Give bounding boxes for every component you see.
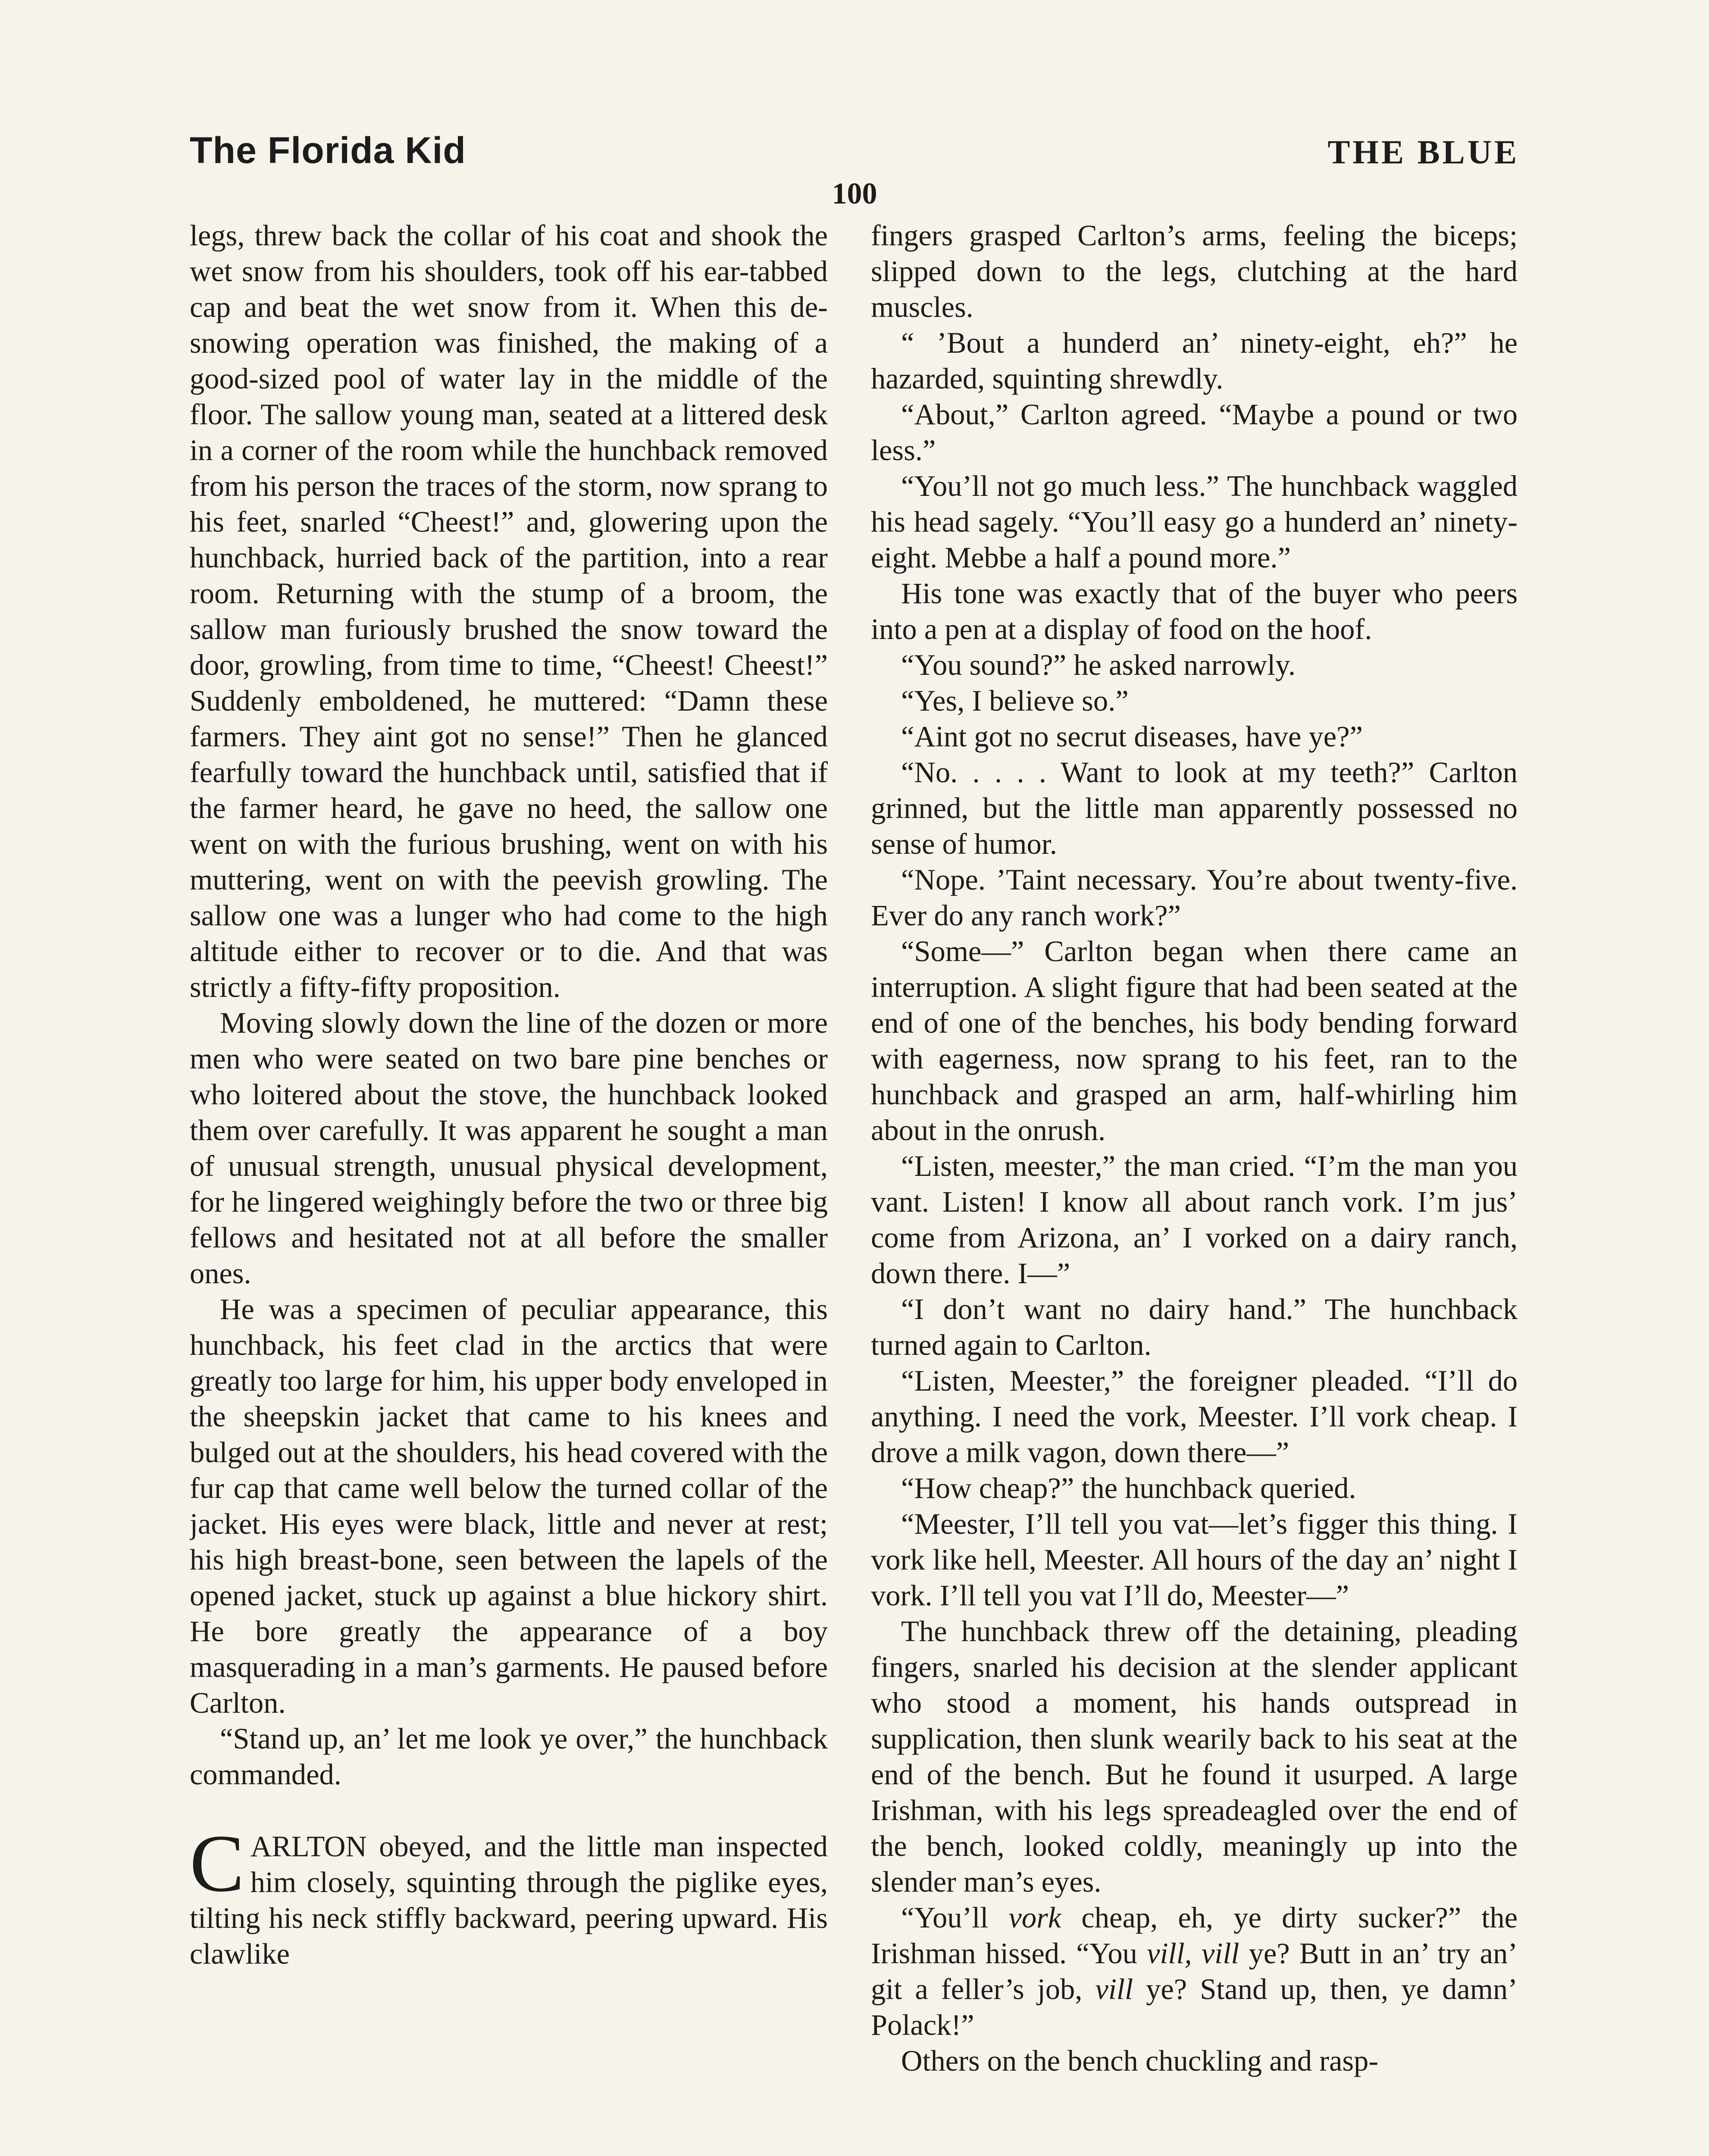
italic-text: vill <box>1095 1973 1133 2006</box>
text-run: “You’ll <box>901 1901 1009 1934</box>
text-run: ye? Butt in an’ try an’ git a feller’s job, <box>871 1937 1518 2006</box>
paragraph: “ ’Bout a hunderd an’ ninety-eight, eh?” he hazarded, squinting shrewdly. <box>871 326 1518 395</box>
story-title: The Florida Kid <box>190 130 466 171</box>
paragraph: “Listen, meester,” the man cried. “I’m the man you vant. Listen! I know all about ranch vork. I’m jus’ come from Arizona, an’ I vorked on a dairy ranch, down there. I—” <box>871 1150 1518 1290</box>
paragraph: “Listen, Meester,” the foreigner pleaded. “I’ll do anything. I need the vork, Meester. I’ll vork cheap. I drove a milk vagon, down there—” <box>871 1364 1518 1469</box>
running-header <box>190 129 1519 177</box>
paragraph: “How cheap?” the hunchback queried. <box>901 1472 1356 1504</box>
paragraph: Others on the bench chuckling and rasp- <box>901 2044 1379 2077</box>
paragraph: legs, threw back the collar of his coat and shook the wet snow from his shoulders, took off his ear-tabbed cap and beat the wet snow from it. When this de-snowing operation was finished, the making of a good-sized pool of water lay in the middle of the floor. The sallow young man, seated at a littered desk in a corner of the room while the hunchback removed from his person the traces of the storm, now sprang to his feet, snarled “Cheest!” and, glowering upon the hunchback, hurried back of the partition, into a rear room. Returning with the stump of a broom, the sallow man furiously brushed the snow toward the door, growling, from time to time, “Cheest! Cheest!” Suddenly emboldened, he muttered: “Damn these farmers. They aint got no sense!” Then he glanced fearfully toward the hunchback until, satisfied that if the farmer heard, he gave no heed, the sallow one went on with the furious brushing, went on with his muttering, went on with the peevish growling. The sallow one was a lunger who had come to the high altitude either to recover or to die. And that was strictly a fifty-fifty proposition. <box>190 219 828 1003</box>
paragraph: He was a specimen of peculiar appearance, this hunchback, his feet clad in the arctics that were greatly too large for him, his upper body enveloped in the sheepskin jacket that came to his knees and bulged out at the shoulders, his head covered with the fur cap that came well below the turned collar of the jacket. His eyes were black, little and never at rest; his high breast-bone, seen between the lapels of the opened jacket, stuck up against a blue hickory shirt. He bore greatly the appearance of a boy masquerading in a man’s garments. He paused before Carlton. <box>190 1293 828 1719</box>
paragraph: “Meester, I’ll tell you vat—let’s figger this thing. I vork like hell, Meester. All hours of the day an’ night I vork. I’ll tell you vat I’ll do, Meester—” <box>871 1507 1518 1612</box>
paragraph: fingers grasped Carlton’s arms, feeling the biceps; slipped down to the legs, clutching at the hard muscles. <box>871 219 1518 323</box>
paragraph: “Nope. ’Taint necessary. You’re about twenty-five. Ever do any ranch work?” <box>871 863 1518 932</box>
paragraph: “Stand up, an’ let me look ye over,” the hunchback commanded. <box>190 1722 828 1791</box>
right-column <box>871 218 1518 2156</box>
paragraph-text: ARLTON obeyed, and the little man inspected him closely, squinting through the piglike eyes, tilting his neck stiffly backward, peering upward. His clawlike <box>190 1830 828 1970</box>
paragraph: “No. . . . . Want to look at my teeth?” Carlton grinned, but the little man apparently possessed no sense of humor. <box>871 756 1518 860</box>
text-run: ye? Stand up, then, ye damn’ Polack!” <box>871 1973 1518 2041</box>
paragraph: “You sound?” he asked narrowly. <box>901 649 1296 681</box>
text-run: cheap, eh, ye dirty sucker?” the Irishman hissed. “You <box>871 1901 1518 1970</box>
italic-text: vill, vill <box>1147 1937 1239 1970</box>
paragraph: The hunchback threw off the detaining, pleading fingers, snarled his decision at the slender applicant who stood a moment, his hands outspread in supplication, then slunk wearily back to his seat at the end of the bench. But he found it usurped. A large Irishman, with his legs spreadeagled over the end of the bench, looked coldly, meaningly up into the slender man’s eyes. <box>871 1615 1518 1898</box>
italic-text: vork <box>1008 1901 1061 1934</box>
paragraph: “I don’t want no dairy hand.” The hunchback turned again to Carlton. <box>871 1293 1518 1361</box>
paragraph: “Yes, I believe so.” <box>901 684 1129 717</box>
paragraph: “Aint got no secrut diseases, have ye?” <box>901 720 1363 753</box>
paragraph: “You’ll not go much less.” The hunchback waggled his head sagely. “You’ll easy go a hunderd an’ ninety-eight. Mebbe a half a pound more.” <box>871 470 1518 574</box>
magazine-title: THE BLUE <box>1327 133 1519 171</box>
paragraph: Moving slowly down the line of the dozen or more men who were seated on two bare pine benches or who loitered about the stove, the hunchback looked them over carefully. It was apparent he sought a man of unusual strength, unusual physical development, for he lingered weighingly before the two or three big fellows and hesitated not at all before the smaller ones. <box>190 1006 828 1290</box>
paragraph: “About,” Carlton agreed. “Maybe a pound or two less.” <box>871 398 1518 467</box>
paragraph: His tone was exactly that of the buyer who peers into a pen at a display of food on the hoof. <box>871 577 1518 646</box>
left-column <box>190 218 828 2156</box>
section-start-paragraph <box>190 1818 828 1972</box>
drop-cap: C <box>190 1818 244 1909</box>
paragraph <box>871 1900 1518 2043</box>
page-number: 100 <box>832 177 877 210</box>
paragraph: “Some—” Carlton began when there came an interruption. A slight figure that had been seated at the end of one of the benches, his body bending forward with eagerness, now sprang to his feet, ran to the hunchback and grasped an arm, half-whirling him about in the onrush. <box>871 935 1518 1147</box>
